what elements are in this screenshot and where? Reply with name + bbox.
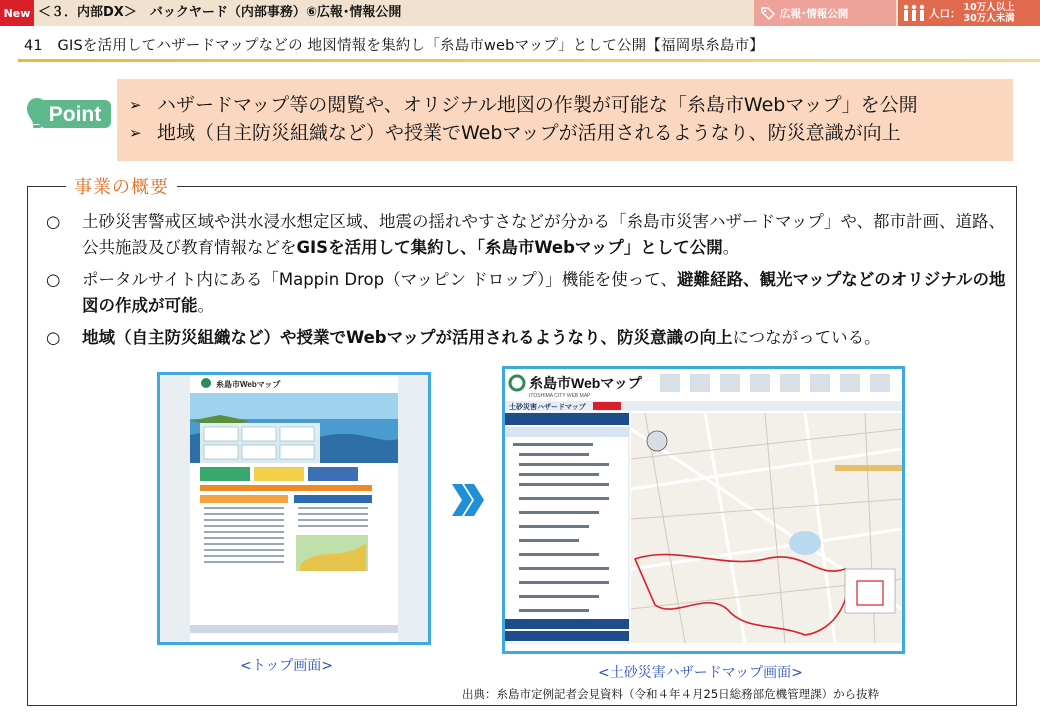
hazard-panel-title: 土砂災害ハザードマップ	[509, 404, 586, 411]
header-bar	[0, 0, 1040, 26]
item-emphasis: 避難経路、観光マップなどのオリジナルの地図の作成が可能	[82, 270, 1006, 315]
site-title-large: 糸島市Webマップ	[529, 375, 642, 391]
population-line1: 10万人以上	[963, 2, 1015, 13]
point-line-1-text: ハザードマップ等の閲覧や、オリジナル地図の作製が可能な「糸島市Webマップ」を公開	[157, 94, 918, 116]
category-tag	[754, 0, 896, 26]
breadcrumb: ＜３．内部DX＞ バックヤード（内部事務）⑥広報･情報公開	[38, 5, 402, 20]
list-item	[46, 267, 1016, 319]
item-text: ポータルサイト内にある「Mappin Drop（マッピン ドロップ）」機能を使って、	[82, 270, 677, 289]
item-tail: につながっている。	[732, 328, 881, 347]
hazard-map-caption: <土砂災害ハザードマップ画面>	[598, 665, 803, 681]
point-line-1	[129, 91, 1013, 119]
point-line-2-text: 地域（自主防災組織など）や授業でWebマップが活用されるようなり、防災意識が向上	[157, 122, 901, 144]
item-text: 土砂災害警戒区域や洪水浸水想定区域、地震の揺れやすさなどが分かる「糸島市災害ハザードマップ」や、都市計画、道路、公共施設及び教育情報などを	[82, 212, 1006, 257]
site-title-small: 糸島市Webマップ	[216, 380, 281, 389]
top-page-caption: <トップ画面>	[240, 658, 334, 674]
page-title: 41 GISを活用してハザードマップなどの 地図情報を集約し「糸島市webマップ」として公開【福岡県糸島市】	[24, 38, 764, 54]
overview-list	[46, 209, 1016, 357]
list-item	[46, 209, 1016, 261]
hazard-map-illustration	[505, 369, 902, 651]
top-page-illustration	[160, 375, 428, 642]
title-underline	[18, 59, 1040, 62]
item-tail: 。	[722, 238, 740, 257]
list-item	[46, 325, 1016, 351]
point-logo	[27, 96, 111, 130]
hazard-map-screenshot	[502, 366, 905, 654]
population-tag	[898, 0, 1040, 26]
item-emphasis: 地域（自主防災組織など）や授業でWebマップが活用されるようなり、防災意識の向上	[82, 328, 733, 347]
population-value	[964, 2, 1015, 24]
top-page-screenshot	[157, 372, 431, 645]
population-label: 人口：	[929, 7, 961, 20]
double-chevron-icon	[450, 480, 484, 520]
point-logo-text: Point	[48, 103, 102, 126]
people-icon	[902, 4, 926, 22]
site-subtitle: ITOSHIMA CITY WEB MAP	[529, 393, 591, 399]
arrow-right-icon: ➢	[129, 124, 142, 142]
new-badge: New	[0, 0, 34, 26]
circle-marker: ○	[46, 212, 61, 231]
circle-marker: ○	[46, 328, 61, 347]
point-line-2	[129, 119, 1013, 147]
overview-heading: 事業の概要	[66, 173, 177, 199]
point-box	[117, 79, 1013, 161]
arrow-right-icon: ➢	[129, 96, 142, 114]
circle-marker: ○	[46, 270, 61, 289]
tag-icon	[760, 6, 776, 20]
population-line2: 30万人未満	[963, 13, 1015, 24]
source-note: 出典：糸島市定例記者会見資料（令和４年４月25日総務部危機管理課）から抜粋	[462, 687, 880, 701]
item-tail: 。	[197, 296, 214, 315]
item-emphasis: GISを活用して集約し、「糸島市Webマップ」として公開	[296, 238, 723, 257]
category-tag-label: 広報･情報公開	[780, 7, 849, 20]
